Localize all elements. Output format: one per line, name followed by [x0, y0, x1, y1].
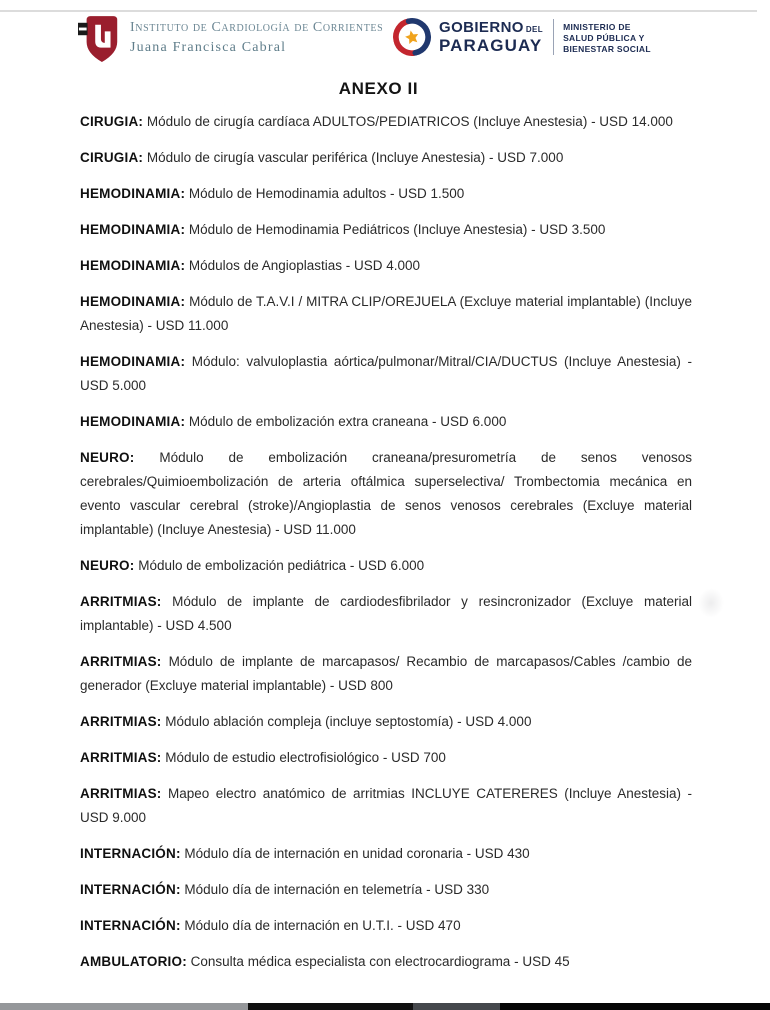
price-list-item [80, 878, 692, 902]
price-list-item [80, 554, 692, 578]
anexo-title: ANEXO II [338, 79, 419, 98]
category-label: CIRUGIA: [80, 150, 144, 165]
ministry-line-3: BIENESTAR SOCIAL [563, 43, 651, 54]
item-text: Módulo de embolización craneana/presurometría de senos venosos cerebrales/Quimioembolización de arteria oftálmica superselectiva/ Trombectomia mecánica en evento vascular cerebral (stroke)/Angioplastia de senos venosos cerebrales (Excluye material implantable) (Incluye Anestesia) - USD 11.000 [80, 450, 692, 537]
price-list-item [80, 410, 692, 434]
category-label: HEMODINAMIA: [80, 186, 186, 201]
price-list-item [80, 290, 692, 338]
paraguay-emblem-icon [389, 14, 434, 59]
item-text: Módulo de cirugía vascular periférica (Incluye Anestesia) - USD 7.000 [146, 150, 564, 165]
screen-edge-bar [0, 1003, 770, 1010]
category-label: ARRITMIAS: [80, 786, 162, 801]
item-text: Módulo ablación compleja (incluye septostomía) - USD 4.000 [165, 714, 532, 729]
institute-text-block [130, 13, 383, 56]
ministry-line-1: MINISTERIO DE [563, 21, 631, 32]
category-label: INTERNACIÓN: [80, 918, 181, 933]
item-text: Módulo de embolización pediátrica - USD 6.000 [138, 558, 425, 573]
category-label: HEMODINAMIA: [80, 294, 186, 309]
paraguay-text: PARAGUAY [439, 36, 543, 55]
price-list-item [80, 650, 692, 698]
category-label: AMBULATORIO: [80, 954, 187, 969]
category-label: HEMODINAMIA: [80, 258, 186, 273]
price-list-item [80, 182, 692, 206]
category-label: CIRUGIA: [80, 114, 144, 129]
category-label: INTERNACIÓN: [80, 882, 181, 897]
price-list-item [80, 950, 692, 974]
price-list-item [80, 218, 692, 242]
category-label: NEURO: [80, 450, 135, 465]
category-label: ARRITMIAS: [80, 594, 162, 609]
price-list [80, 110, 692, 986]
item-text: Módulo de implante de marcapasos/ Recambio de marcapasos/Cables /cambio de generador (Excluye material implantable) - USD 800 [80, 654, 692, 693]
price-list-item [80, 446, 692, 542]
ministry-line-2: SALUD PÚBLICA Y [563, 32, 645, 43]
price-list-item [80, 914, 692, 938]
institute-header [78, 13, 383, 67]
item-text: Módulo día de internación en U.T.I. - USD 470 [184, 918, 461, 933]
item-text: Módulo: valvuloplastia aórtica/pulmonar/Mitral/CIA/DUCTUS (Incluye Anestesia) - USD 5.000 [80, 354, 692, 393]
category-label: NEURO: [80, 558, 135, 573]
item-text: Módulo de T.A.V.I / MITRA CLIP/OREJUELA (Excluye material implantable) (Incluye Anestesia) - USD 11.000 [80, 294, 692, 333]
price-list-item [80, 146, 692, 170]
item-text: Módulo de cirugía cardíaca ADULTOS/PEDIATRICOS (Incluye Anestesia) - USD 14.000 [146, 114, 673, 129]
price-list-item [80, 842, 692, 866]
scan-edge-line [0, 10, 757, 12]
institute-subtitle: Juana Francisca Cabral [130, 40, 287, 55]
item-text: Módulo de Hemodinamia Pediátricos (Incluye Anestesia) - USD 3.500 [188, 222, 606, 237]
ministry-block [563, 20, 651, 55]
header-divider [553, 19, 554, 55]
category-label: ARRITMIAS: [80, 750, 162, 765]
item-text: Consulta médica especialista con electrocardiograma - USD 45 [190, 954, 570, 969]
category-label: ARRITMIAS: [80, 714, 162, 729]
scan-smudge [698, 588, 724, 618]
category-label: ARRITMIAS: [80, 654, 162, 669]
price-list-item [80, 782, 692, 830]
star-icon [404, 29, 420, 44]
item-text: Módulo de Hemodinamia adultos - USD 1.500 [188, 186, 465, 201]
category-label: HEMODINAMIA: [80, 354, 186, 369]
item-text: Mapeo electro anatómico de arritmias INCLUYE CATERERES (Incluye Anestesia) - USD 9.000 [80, 786, 692, 825]
item-text: Módulos de Angioplastias - USD 4.000 [188, 258, 421, 273]
category-label: HEMODINAMIA: [80, 414, 186, 429]
price-list-item [80, 746, 692, 770]
institute-name: Instituto de Cardiología de Corrientes [130, 20, 384, 35]
category-label: HEMODINAMIA: [80, 222, 186, 237]
item-text: Módulo de estudio electrofisiológico - USD 700 [165, 750, 446, 765]
price-list-item [80, 710, 692, 734]
gobierno-text: GOBIERNO DEL [439, 19, 544, 36]
price-list-item [80, 590, 692, 638]
item-text: Módulo de implante de cardiodesfibrilador y resincronizador (Excluye material implantable) - USD 4.500 [80, 594, 692, 633]
price-list-item [80, 254, 692, 278]
cardiology-institute-shield-icon [78, 13, 122, 67]
item-text: Módulo de embolización extra craneana - USD 6.000 [188, 414, 507, 429]
category-label: INTERNACIÓN: [80, 846, 181, 861]
price-list-item [80, 350, 692, 398]
item-text: Módulo día de internación en telemetría - USD 330 [184, 882, 490, 897]
del-text: DEL [525, 25, 544, 34]
government-wordmark [439, 20, 543, 54]
item-text: Módulo día de internación en unidad coronaria - USD 430 [184, 846, 530, 861]
government-header [393, 18, 651, 56]
price-list-item [80, 110, 692, 134]
